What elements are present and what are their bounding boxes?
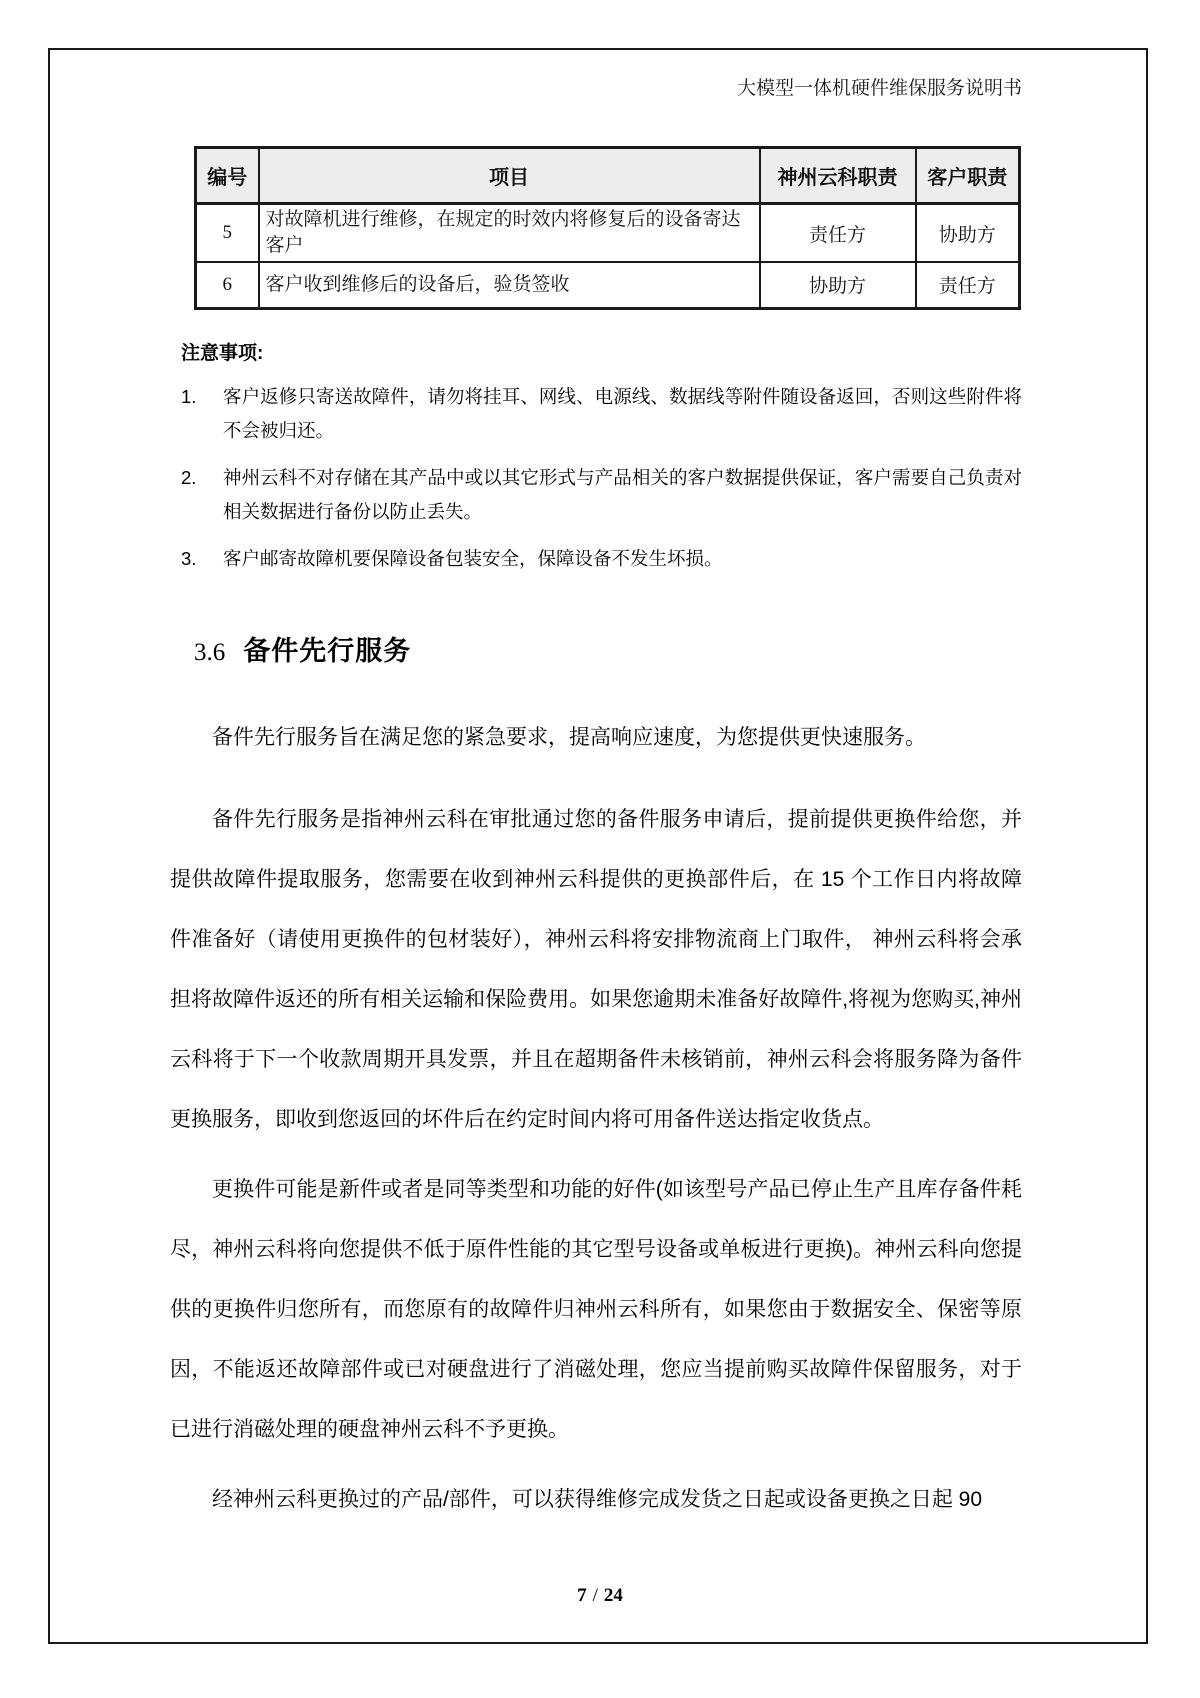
column-header-item: 项目 [259, 148, 760, 204]
page-number-separator: / [592, 1585, 598, 1606]
paragraph: 备件先行服务旨在满足您的紧急要求，提高响应速度，为您提供更快速服务。 [212, 726, 926, 749]
paragraph: 备件先行服务是指神州云科在审批通过您的备件服务申请后，提前提供更换件给您，并提供故障件提取服务，您需要在收到神州云科提供的更换部件后，在 15 个工作日内将故障件准备好（请使用更换件的包材装好），神州云科将安排物流商上门取件， 神州云科将会承担将故障件返还的所有相关运输和保险费用。如果您逾期未准备好故障件,将视为您购买,神州云科将于下一个收款周期开具发票，并且在超期备件未核销前，神州云科会将服务降为备件更换服务，即收到您返回的坏件后在约定时间内将可用备件送达指定收货点。 [170, 808, 1022, 1131]
column-header-vendor-duty: 神州云科职责 [760, 148, 916, 204]
section-number: 3.6 [194, 639, 226, 666]
list-item-number: 3. [181, 548, 197, 569]
page-footer [48, 1585, 1152, 1607]
paragraph: 更换件可能是新件或者是同等类型和功能的好件(如该型号产品已停止生产且库存备件耗尽，神州云科将向您提供不低于原件性能的其它型号设备或单板进行更换)。神州云科向您提供的更换件归您所有，而您原有的故障件归神州云科所有，如果您由于数据安全、保密等原因，不能返还故障部件或已对硬盘进行了消磁处理，您应当提前购买故障件保留服务，对于已进行消磁处理的硬盘神州云科不予更换。 [170, 1178, 1022, 1441]
column-header-customer-duty: 客户职责 [916, 148, 1020, 204]
row-vendor-duty: 协助方 [760, 262, 916, 308]
list-item [181, 461, 1022, 529]
row-item: 客户收到维修后的设备后，验货签收 [259, 262, 760, 308]
list-item-text: 神州云科不对存储在其产品中或以其它形式与产品相关的客户数据提供保证，客户需要自己负责对相关数据进行备份以防止丢失。 [223, 467, 1022, 522]
list-item-text: 客户返修只寄送故障件，请勿将挂耳、网线、电源线、数据线等附件随设备返回，否则这些附件将不会被归还。 [223, 386, 1022, 441]
row-customer-duty: 责任方 [916, 262, 1020, 308]
section-body [170, 708, 1022, 1530]
row-item: 对故障机进行维修，在规定的时效内将修复后的设备寄达客户 [259, 204, 760, 263]
list-item-number: 1. [181, 386, 197, 407]
list-item-number: 2. [181, 467, 197, 488]
column-header-no: 编号 [196, 148, 259, 204]
row-vendor-duty: 责任方 [760, 204, 916, 263]
notes-section [181, 342, 1022, 589]
total-page-count: 24 [603, 1585, 623, 1606]
current-page-number: 7 [577, 1585, 587, 1606]
list-item [181, 542, 1022, 576]
running-header-title: 大模型一体机硬件维保服务说明书 [736, 78, 1022, 99]
row-number: 6 [196, 262, 259, 308]
notes-title: 注意事项: [181, 343, 264, 364]
row-customer-duty: 协助方 [916, 204, 1020, 263]
section-heading [194, 629, 411, 668]
table-row [196, 204, 1020, 263]
section-title: 备件先行服务 [243, 636, 412, 666]
table-row [196, 262, 1020, 308]
paragraph: 经神州云科更换过的产品/部件，可以获得维修完成发货之日起或设备更换之日起 90 [212, 1488, 983, 1511]
list-item [181, 380, 1022, 448]
list-item-text: 客户邮寄故障机要保障设备包装安全，保障设备不发生坏损。 [223, 548, 723, 569]
row-number: 5 [196, 204, 259, 263]
responsibility-table [194, 146, 1021, 310]
table-header-row [196, 148, 1020, 204]
